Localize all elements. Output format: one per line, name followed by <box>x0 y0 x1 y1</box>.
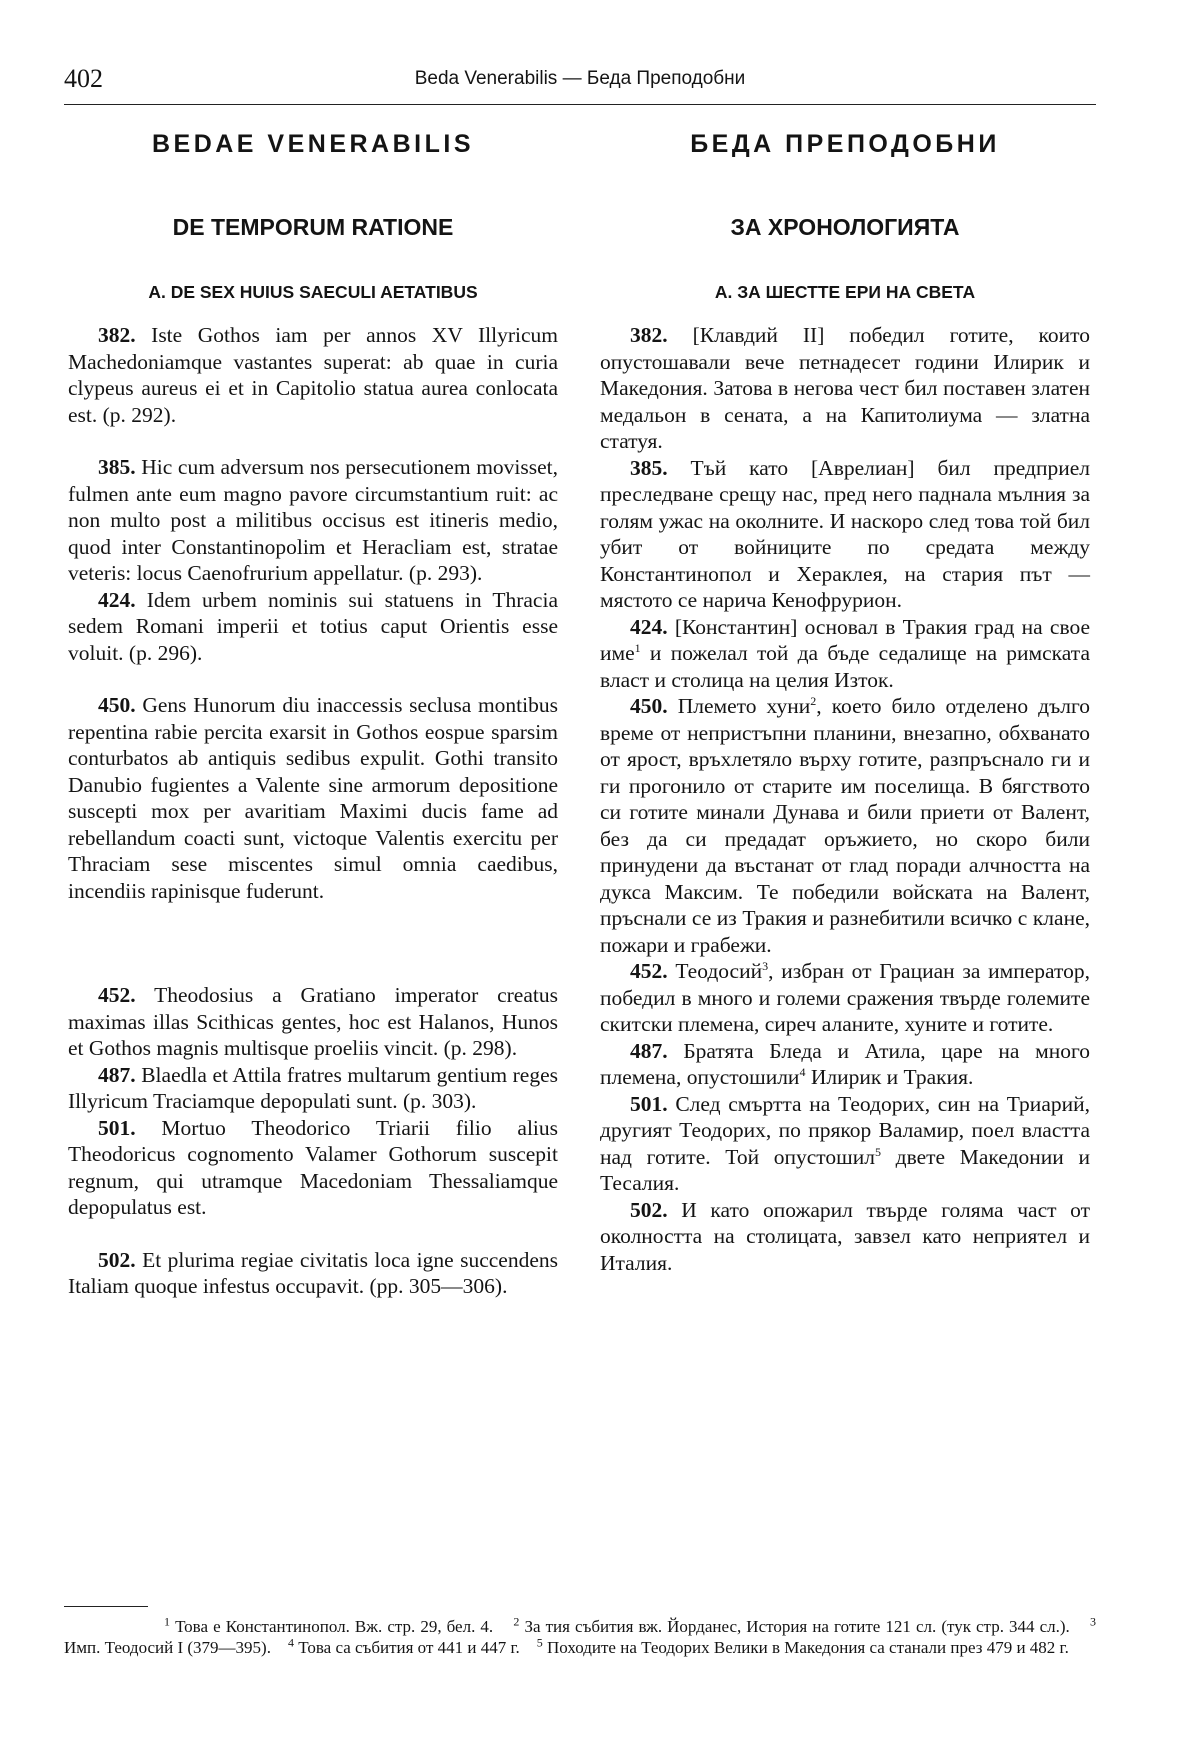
paragraph-text: Тъй като [Аврелиан] бил предприел преследване срещу нас, пред него паднала мълния за голям ужас на околните. И наскоро след това той бил убит от войниците по средата между Константинопол и Хераклея, на стария път — мястото се нарича Кенофрурион. <box>600 455 1091 612</box>
paragraph <box>600 1038 1090 1091</box>
footnote-block <box>64 1616 1096 1658</box>
paragraph-text: Iste Gothos iam per annos XV Illyricum Machedoniamque vastantes superat: ab quae in curia clypeus aureus ei et in Capitolio statua aurea conlocata est. (p. 292). <box>68 323 558 427</box>
paragraph-number: 424. <box>98 587 136 612</box>
paragraph <box>600 322 1090 455</box>
paragraph-number: 385. <box>630 455 668 480</box>
latin-section-title: A. DE SEX HUIUS SAECULI AETATIBUS <box>148 282 478 302</box>
paragraph-number: 452. <box>630 959 668 983</box>
footnote-number: 2 <box>513 1614 520 1629</box>
paragraph-text: Теодосий <box>675 959 763 983</box>
paragraph <box>68 454 558 587</box>
paragraph-number: 382. <box>630 323 668 347</box>
footnote-rule <box>64 1606 148 1607</box>
paragraph-text: Theodosius a Gratiano imperator creatus maximas illas Scithicas gentes, hoc est Halanos, Hunos et Gothos magnis multisque proeliis vincit. (p. 298). <box>68 983 558 1060</box>
paragraph <box>600 958 1090 1038</box>
footnotes <box>64 1616 1096 1658</box>
paragraph-number: 382. <box>98 323 136 347</box>
paragraph-text: [Константин] основал в Тракия град на свое име <box>600 614 1091 665</box>
paragraph-text: Племето хуни <box>677 694 811 718</box>
footnote-text: Това са събития от 441 и 447 г. <box>298 1638 520 1657</box>
paragraph <box>68 1247 558 1300</box>
paragraph-text: Hic cum adversum nos persecutionem movisset, fulmen ante eum magno pavore circumstantium ruit: ac non multo post a militibus occisus est itineris medio, quod inter Constantinopolim et Heracliam est, stratae veteris: locus Caenofrurium appellatur. (p. 293). <box>68 455 559 585</box>
footnote-marker: 2 <box>810 693 817 708</box>
paragraph-number: 501. <box>98 1115 136 1140</box>
bulgarian-column <box>600 118 1091 1275</box>
paragraph-number: 501. <box>630 1091 668 1116</box>
paragraph <box>68 982 558 1062</box>
paragraph <box>600 614 1090 694</box>
paragraph-number: 424. <box>630 614 668 639</box>
latin-title: BEDAE VENERABILIS <box>151 130 475 158</box>
paragraph-text: и пожелал той да бъде седалище на римската власт и столица на целия Изток. <box>600 641 1090 692</box>
footnote-marker: 5 <box>874 1144 881 1159</box>
bulgarian-section-title: А. ЗА ШЕСТТЕ ЕРИ НА СВЕТА <box>714 282 976 302</box>
paragraph-text: Mortuo Theodorico Triarii filio alius Theodoricus cognomento Valamer Gothorum suscepit regnum, qui utramque Macedoniam Thessaliamque depopulatus est. <box>68 1115 559 1219</box>
paragraph-text: Братята Бледа и Атила, царе на много племена, опустошили <box>600 1038 1090 1089</box>
paragraph-text: , което било отделено дълго време от непристъпни планини, внезапно, обхванато от ярост, връхлетяло върху готите, разпръснало ги и ги прогонило от старите им поселища. В бягството си готите минали Дунава и били приети от Валент, без да си предадат оръжието, но скоро били принудени да въстанат от глад поради алчността на дукса Максим. Те победили войската на Валент, пръснали се из Тракия и разнебитили всичко с клане, пожари и грабежи. <box>600 694 1090 957</box>
page-header <box>64 64 1096 94</box>
page-number: 402 <box>64 64 103 93</box>
latin-column <box>68 118 559 1298</box>
footnote-number: 4 <box>287 1635 294 1650</box>
paragraph <box>600 455 1090 614</box>
footnote-marker: 1 <box>634 640 641 655</box>
footnote-number: 1 <box>164 1614 170 1629</box>
paragraph-number: 452. <box>98 983 136 1007</box>
paragraph-text: И като опожарил твърде голяма част от околността на столицата, завзел като неприятел и Италия. <box>600 1197 1091 1275</box>
paragraph <box>68 322 558 428</box>
latin-body <box>68 322 558 1300</box>
footnote-number: 3 <box>1090 1614 1097 1629</box>
latin-subtitle: DE TEMPORUM RATIONE <box>172 214 454 240</box>
paragraph-text: Илирик и Тракия. <box>805 1065 974 1089</box>
footnote-marker: 3 <box>762 958 769 973</box>
paragraph-number: 450. <box>630 694 668 718</box>
paragraph-number: 487. <box>98 1062 136 1087</box>
paragraph <box>68 1115 558 1221</box>
footnote-marker: 4 <box>799 1064 806 1079</box>
paragraph-text: След смъртта на Теодорих, син на Триарий, другият Теодорих, по прякор Валамир, поел властта над готите. Той опустошил <box>600 1091 1090 1169</box>
paragraph <box>68 1062 558 1115</box>
paragraph <box>68 692 558 904</box>
paragraph-text: двете Македонии и Тесалия. <box>600 1144 1090 1195</box>
paragraph-number: 385. <box>98 455 136 479</box>
paragraph-number: 487. <box>630 1038 668 1063</box>
paragraph-text: Gens Hunorum diu inaccessis seclusa montibus repentina rabie percita exarsit in Gothos eospue sparsim conturbatos ab antiquis sedibus expulit. Gothi transito Danubio fugientes a Valente sine armorum depositione suscepti mox per avaritiam Maximi ducis fame ad rebellandum coacti sunt, victoque Valentis exercitu per Thraciam sese miscentes simul omnia caedibus, incendiis rapinisque fuderunt. <box>68 693 558 903</box>
bulgarian-body <box>600 322 1090 1276</box>
footnote-text: За тия събития вж. Йорданес, История на готите 121 сл. (тук стр. 344 сл.). <box>524 1617 1070 1636</box>
footnote-number: 5 <box>536 1635 543 1650</box>
bulgarian-subtitle: ЗА ХРОНОЛОГИЯТА <box>730 214 960 240</box>
footnote-text: Походите на Теодорих Велики в Македония са станали през 479 и 482 г. <box>547 1638 1069 1657</box>
paragraph-text: Blaedla et Attila fratres multarum gentium reges Illyricum Traciamque depopulati sunt. (p. 303). <box>68 1062 558 1113</box>
paragraph <box>600 693 1090 958</box>
paragraph-text: Idem urbem nominis sui statuens in Thracia sedem Romani imperii et totius caput Orientis esse voluit. (p. 296). <box>68 587 558 665</box>
footnote-text: Това е Константинопол. Вж. стр. 29, бел. 4. <box>175 1617 494 1636</box>
running-title: Beda Venerabilis — Беда Преподобни <box>414 68 746 89</box>
header-rule <box>64 104 1096 105</box>
bulgarian-title: БЕДА ПРЕПОДОБНИ <box>690 130 1000 158</box>
paragraph <box>600 1197 1090 1277</box>
paragraph-text: Et plurima regiae civitatis loca igne succendens Italiam quoque infestus occupavit. (pp. 305—306). <box>68 1247 559 1298</box>
paragraph-text: [Клавдий II] победил готите, които опустошавали вече петнадесет години Илирик и Македония. Затова в негова чест бил поставен златен медальон в сената, а на Капитолиума — златна статуя. <box>600 323 1090 453</box>
paragraph-text: , избран от Грациан за император, победил в много и големи сражения твърде големите скитски племена, сиреч аланите, хуните и готите. <box>600 959 1091 1036</box>
paragraph-number: 502. <box>98 1247 136 1272</box>
paragraph-number: 502. <box>630 1197 668 1222</box>
footnote-text: Имп. Теодосий I (379—395). <box>64 1638 271 1657</box>
paragraph-number: 450. <box>98 693 136 717</box>
paragraph <box>600 1091 1090 1197</box>
paragraph <box>68 587 558 667</box>
